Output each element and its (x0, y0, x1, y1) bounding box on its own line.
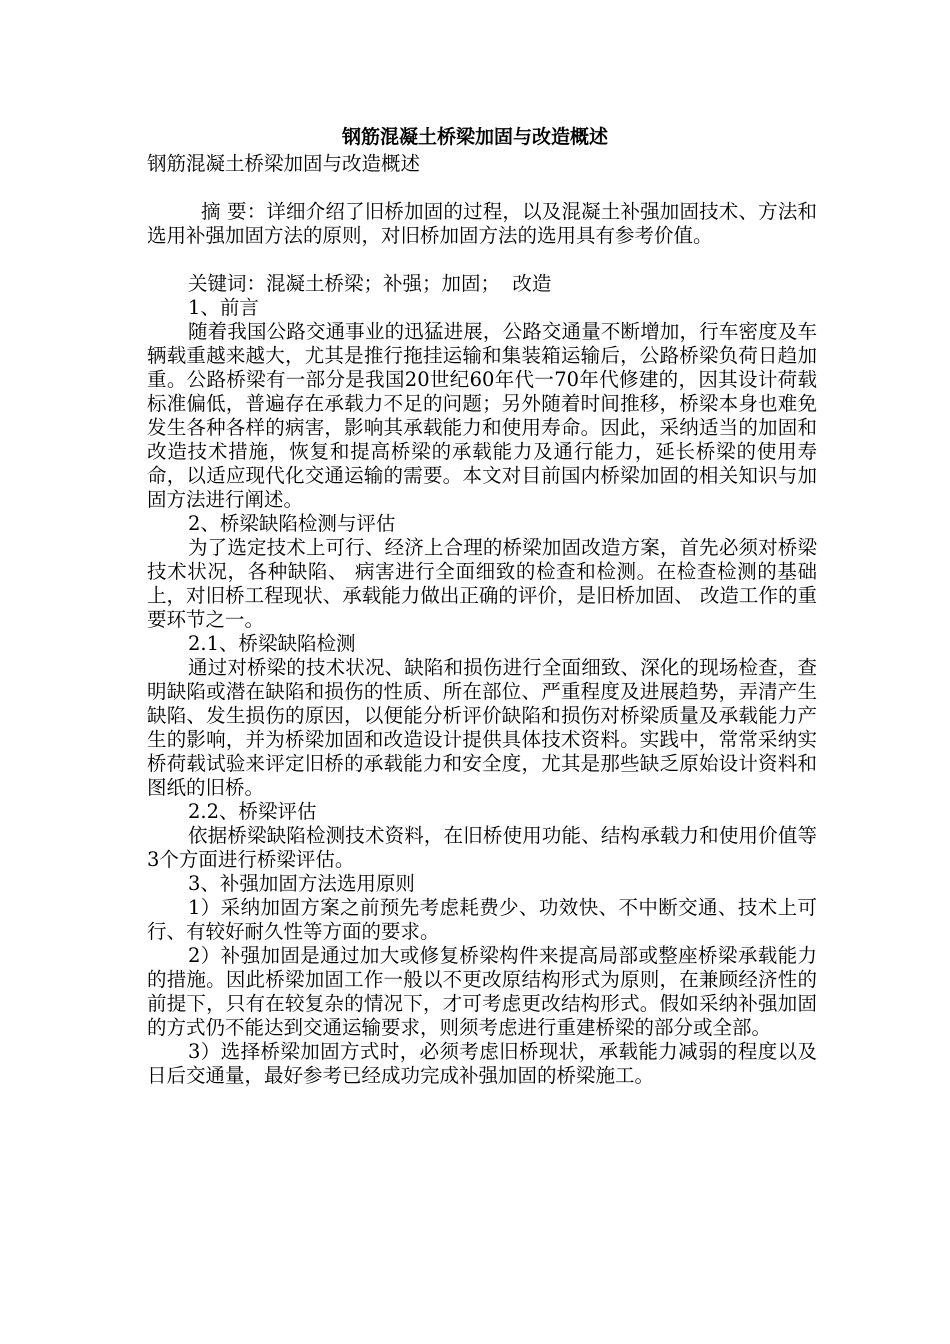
blank-line (147, 248, 817, 272)
list-paragraph: 3）选择桥梁加固方式时，必须考虑旧桥现状，承载能力减弱的程度以及日后交通量，最好参考已经成功完成补强加固的桥梁施工。 (147, 1040, 817, 1087)
body-paragraph: 通过对桥梁的技术状况、缺陷和损伤进行全面细致、深化的现场检查，查明缺陷或潜在缺陷和损伤的性质、所在部位、严重程度及进展趋势，弄清产生缺陷、发生损伤的原因，以便能分析评价缺陷和损伤对桥梁质量及承载能力产生的影响，并为桥梁加固和改造设计提供具体技术资料。实践中，常常采纳实桥荷载试验来评定旧桥的承载能力和安全度，尤其是那些缺乏原始设计资料和图纸的旧桥。 (147, 656, 817, 799)
document-subtitle: 钢筋混凝土桥梁加固与改造概述 (147, 152, 421, 175)
document-title: 钢筋混凝土桥梁加固与改造概述 (341, 126, 608, 148)
body-paragraph: 随着我国公路交通事业的迅猛进展，公路交通量不断增加，行车密度及车辆载重越来越大，尤其是推行拖挂运输和集装箱运输后，公路桥梁负荷日趋加重。公路桥梁有一部分是我国20世纪60年代一70年代修建的，因其设计荷载标准偏低，普遍存在承载力不足的问题；另外随着时间推移，桥梁本身也难免发生各种各样的病害，影响其承载能力和使用寿命。因此，采纳适当的加固和改造技术措施，恢复和提高桥梁的承载能力及通行能力，延长桥梁的使用寿命，以适应现代化交通运输的需要。本文对目前国内桥梁加固的相关知识与加固方法进行阐述。 (147, 320, 817, 511)
abstract-paragraph: 摘 要：详细介绍了旧桥加固的过程，以及混凝土补强加固技术、方法和选用补强加固方法的原则，对旧桥加固方法的选用具有参考价值。 (147, 200, 817, 247)
body-paragraph: 为了选定技术上可行、经济上合理的桥梁加固改造方案，首先必须对桥梁技术状况，各种缺陷、 病害进行全面细致的检查和检测。在检查检测的基础上，对旧桥工程现状、承载能力做出正确的评价，是旧桥加固、 改造工作的重要环节之一。 (147, 536, 817, 631)
document-body (147, 152, 817, 1088)
subsection-heading: 2.2、桥梁评估 (188, 800, 317, 823)
section-heading: 1、前言 (188, 296, 259, 319)
subsection-heading: 2.1、桥梁缺陷检测 (188, 632, 356, 655)
section-heading: 2、桥梁缺陷检测与评估 (188, 512, 396, 535)
list-paragraph: 2）补强加固是通过加大或修复桥梁构件来提高局部或整座桥梁承载能力的措施。因此桥梁加固工作一般以不更改原结构形式为原则，在兼顾经济性的前提下，只有在较复杂的情况下，才可考虑更改结构形式。假如采纳补强加固的方式仍不能达到交通运输要求，则须考虑进行重建桥梁的部分或全部。 (147, 944, 817, 1039)
keywords-line: 关键词：混凝土桥梁；补强；加固； 改造 (188, 272, 552, 295)
body-paragraph: 依据桥梁缺陷检测技术资料，在旧桥使用功能、结构承载力和使用价值等3个方面进行桥梁评估。 (147, 824, 817, 871)
list-paragraph: 1）采纳加固方案之前预先考虑耗费少、功效快、不中断交通、技术上可行、有较好耐久性等方面的要求。 (147, 896, 817, 943)
section-heading: 3、补强加固方法选用原则 (188, 872, 415, 895)
blank-line (147, 176, 817, 200)
